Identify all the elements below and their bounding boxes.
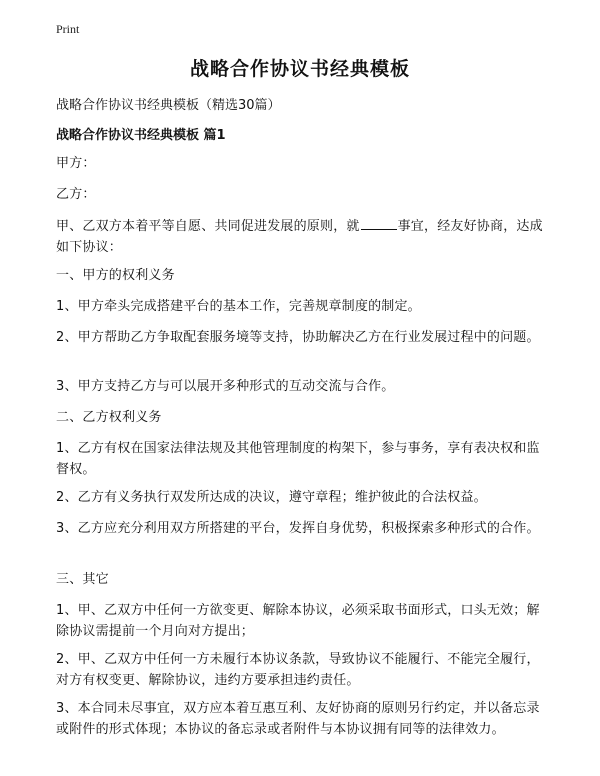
heading-party-a-rights: 一、甲方的权利义务	[56, 268, 175, 283]
intro-text-2: 事宜，经友好协商，达成如下协议：	[56, 219, 543, 255]
party-b-clause-3: 3、乙方应充分利用双方所搭建的平台，发挥自身优势，积极探索多种形式的合作。	[56, 521, 540, 536]
section-heading: 战略合作协议书经典模板 篇1	[56, 128, 226, 143]
party-b-clause-1: 1、乙方有权在国家法律法规及其他管理制度的构架下，参与事务，享有表决权和监督权。	[56, 441, 540, 477]
party-a-clause-2: 2、甲方帮助乙方争取配套服务境等支持，协助解决乙方在行业发展过程中的问题。	[56, 330, 540, 345]
other-clause-3: 3、本合同未尽事宜，双方应本着互惠互利、友好协商的原则另行约定，并以备忘录或附件的形式体现；本协议的备忘录或者附件与本协议拥有同等的法律效力。	[56, 701, 540, 737]
print-label[interactable]: Print	[56, 22, 80, 36]
heading-party-b-rights: 二、乙方权利义务	[56, 410, 162, 425]
document-title: 战略合作协议书经典模板	[189, 58, 410, 80]
other-clause-1: 1、甲、乙双方中任何一方欲变更、解除本协议，必须采取书面形式，口头无效；解除协议需提前一个月向对方提出；	[56, 603, 540, 639]
blank-underline	[361, 217, 397, 230]
party-b-clause-2: 2、乙方有义务执行双发所达成的决议，遵守章程；维护彼此的合法权益。	[56, 490, 487, 505]
intro-text-1: 甲、乙双方本着平等自愿、共同促进发展的原则，就	[56, 219, 360, 234]
intro-paragraph	[56, 216, 548, 258]
party-a-clause-3: 3、甲方支持乙方与可以展开多种形式的互动交流与合作。	[56, 379, 395, 394]
document-subtitle: 战略合作协议书经典模板（精选30篇）	[56, 98, 281, 113]
heading-other: 三、其它	[56, 572, 109, 587]
party-a-clause-1: 1、甲方牵头完成搭建平台的基本工作，完善规章制度的制定。	[56, 299, 421, 314]
party-b-line: 乙方：	[56, 187, 96, 202]
party-a-line: 甲方：	[56, 156, 96, 171]
other-clause-2: 2、甲、乙双方中任何一方未履行本协议条款，导致协议不能履行、不能完全履行，对方有权变更、解除协议，违约方要承担违约责任。	[56, 652, 540, 688]
